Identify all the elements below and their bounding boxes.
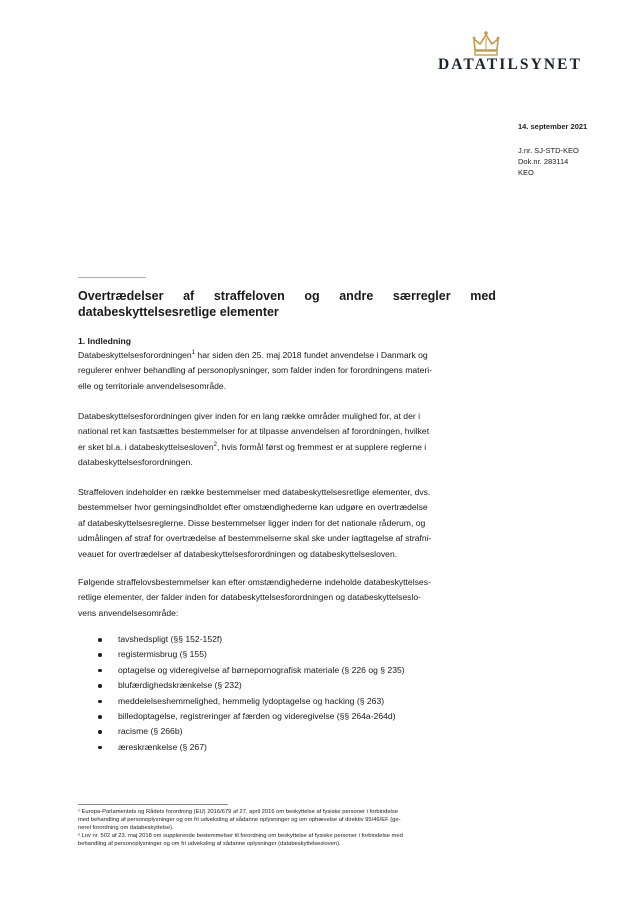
list-item-text: optagelse og videregivelse af børnepornografisk materiale (§ 226 og § 235) — [118, 664, 405, 675]
document-date: 14. september 2021 — [518, 122, 588, 131]
text-line: bestemmelser hvor gerningsindholdet efter omstændighederne kan udgøre en overtrædelse — [78, 502, 428, 513]
title-word: og — [304, 289, 320, 303]
text-line: national ret kan fastsættes bestemmelser for at tilpasse anvendelsen af forordningen, hvilket — [78, 426, 430, 437]
document-title — [78, 288, 496, 320]
footnote-2-line: behandling af personoplysninger og om fri udveksling af sådanne oplysninger (databeskyttelsesloven). — [78, 841, 341, 848]
logo-wordmark: DATATILSYNET — [438, 56, 583, 73]
provisions-list — [98, 632, 405, 755]
bullet-icon — [98, 746, 102, 750]
title-accent-rule — [78, 277, 146, 278]
text-span: er sket bl.a. i databeskyttelsesloven — [78, 441, 214, 452]
title-word: med — [470, 289, 496, 303]
crown-logo-icon — [471, 30, 501, 58]
text-line — [78, 348, 496, 363]
section-heading: 1. Indledning — [78, 336, 131, 346]
text-line: regulerer enhver behandling af personoplysninger, som falder inden for forordningens materi- — [78, 365, 432, 376]
list-item-text: registermisbrug (§ 155) — [118, 649, 207, 660]
title-word: straffeloven — [213, 289, 285, 303]
footnotes — [78, 808, 508, 848]
title-line-1 — [78, 288, 496, 304]
text-line: databeskyttelsesforordningen. — [78, 457, 193, 468]
list-item — [98, 694, 405, 709]
title-word: andre — [339, 289, 374, 303]
list-item-text: æreskrænkelse (§ 267) — [118, 741, 207, 752]
text-line: retlige elementer, der falder inden for databeskyttelsesforordningen og databeskyttelseslo- — [78, 592, 421, 603]
bullet-icon — [98, 669, 102, 673]
list-item — [98, 724, 405, 739]
text-line — [78, 440, 496, 455]
text-span: har siden den 25. maj 2018 fundet anvendelse i Danmark og — [195, 350, 428, 360]
bullet-icon — [98, 684, 102, 688]
list-item-text: blufærdighedskrænkelse (§ 232) — [118, 680, 242, 691]
text-line: elle og territoriale anvendelsesområde. — [78, 380, 227, 391]
paragraph-criminal-code — [78, 485, 496, 562]
footnote-1-line: nerel forordning om databeskyttelse). — [78, 825, 174, 832]
list-item — [98, 647, 405, 662]
title-word: Overtrædelser — [78, 289, 164, 303]
bullet-icon — [98, 638, 102, 642]
footnote-1-line: ¹ Europa-Parlamentets og Rådets forordning (EU) 2016/679 af 27. april 2016 om beskyttelse af fysiske personer i forbindelse — [78, 809, 398, 815]
bullet-icon — [98, 653, 102, 657]
list-item — [98, 663, 405, 678]
footnote-separator — [78, 804, 228, 805]
text-line: udmålingen af straf for overtrædelse af bestemmelserne skal ske under iagttagelse af strafni- — [78, 533, 432, 544]
footnote-2-line: ² Lov nr. 502 af 23. maj 2018 om supplerende bestemmelser til forordning om beskyttelse af fysiske personer i forbindelse med — [78, 833, 403, 840]
paragraph-national-law — [78, 409, 496, 471]
title-word: af — [183, 289, 195, 303]
list-item-text: billedoptagelse, registreringer af færden og videregivelse (§§ 264a-264d) — [118, 711, 396, 722]
paragraph-introduction — [78, 348, 496, 394]
text-line: Følgende straffelovsbestemmelser kan efter omstændighederne indeholde databeskyttelses- — [78, 577, 431, 587]
journal-number: J.nr. SJ-STD-KEO — [518, 146, 579, 155]
title-word: særregler — [392, 289, 451, 303]
author-initials: KEO — [518, 168, 534, 177]
text-line: Straffeloven indeholder en række bestemmelser med databeskyttelsesretlige elementer, dvs. — [78, 487, 431, 497]
list-item-text: racisme (§ 266b) — [118, 726, 183, 737]
text-line: Databeskyttelsesforordningen giver inden for en lang række områder mulighed for, at der i — [78, 411, 421, 421]
bullet-icon — [98, 715, 102, 719]
text-span: , hvis formål først og fremmest er at supplere reglerne i — [217, 441, 427, 452]
bullet-icon — [98, 730, 102, 734]
title-line-2: databeskyttelsesretlige elementer — [78, 305, 279, 319]
text-line: veauet for overtrædelser af databeskyttelsesforordningen og databeskyttelsesloven. — [78, 548, 398, 559]
text-line: vens anvendelsesområde: — [78, 607, 179, 618]
list-item — [98, 678, 405, 693]
paragraph-provisions-intro — [78, 575, 496, 621]
footnote-ref-2[interactable]: 2 — [213, 441, 218, 448]
text-span: Databeskyttelsesforordningen — [78, 350, 192, 360]
bullet-icon — [98, 700, 102, 704]
text-line: af databeskyttelsesreglerne. Disse bestemmelser ligger inden for det nationale råderum, og — [78, 517, 426, 528]
footnote-ref-1[interactable]: 1 — [191, 350, 196, 357]
footnote-1-line: med behandling af personoplysninger og om fri udveksling af sådanne oplysninger og om ophævelse af direktiv 95/46/EF (ge- — [78, 817, 401, 824]
list-item — [98, 709, 405, 724]
list-item-text: tavshedspligt (§§ 152-152f) — [118, 634, 223, 644]
document-number: Dok.nr. 283114 — [518, 157, 569, 166]
list-item — [98, 740, 405, 755]
list-item — [98, 632, 405, 647]
list-item-text: meddelelseshemmelighed, hemmelig lydoptagelse og hacking (§ 263) — [118, 695, 385, 706]
